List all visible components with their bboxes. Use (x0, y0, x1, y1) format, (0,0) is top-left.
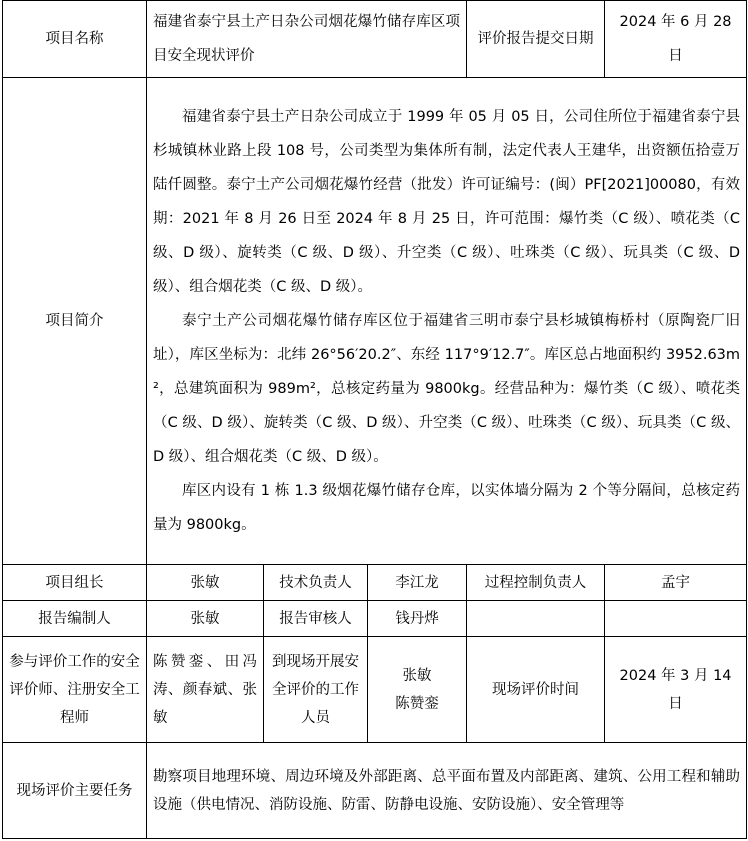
row-project-name (3, 1, 747, 78)
main-tasks-value: 勘察项目地理环境、周边环境及外部距离、总平面布置及内部距离、建筑、公用工程和辅助设施（供电情况、消防设施、防雷、防静电设施、安防设施）、安全管理等 (147, 743, 747, 839)
intro-paragraph-1: 福建省泰宁县土产日杂公司成立于 1999 年 05 月 05 日，公司住所位于福建省泰宁县杉城镇林业路上段 108 号，公司类型为集体所有制，法定代表人王建华，出资额伍拾壹万陆仟圆整。泰宁土产公司烟花爆竹经营（批发）许可证编号：(闽）PF[2021]00080，有效期：2021 年 8 月 26 日至 2024 年 8 月 25 日，许可范围：爆竹类（C 级）、喷花类（C 级、D 级）、旋转类（C 级、D 级）、升空类（C 级）、吐珠类（C 级）、玩具类（C 级、D 级）、组合烟花类（C 级、D 级）。 (153, 109, 741, 295)
onsite-staff-2: 陈赞銮 (395, 695, 439, 712)
process-lead-value: 孟宇 (605, 565, 747, 601)
project-intro-content (147, 78, 747, 565)
intro-paragraph-3: 库区内设有 1 栋 1.3 级烟花爆竹储存仓库，以实体墙分隔为 2 个等分隔间，总核定药量为 9800kg。 (153, 483, 741, 533)
evaluation-info-table (2, 0, 747, 839)
evaluators-label: 参与评价工作的安全评价师、注册安全工程师 (3, 637, 147, 743)
row-evaluators (3, 637, 747, 743)
empty-cell (605, 601, 747, 637)
row-team-leaders (3, 565, 747, 601)
tech-lead-label: 技术负责人 (264, 565, 368, 601)
row-main-tasks (3, 743, 747, 839)
tech-lead-value: 李江龙 (368, 565, 467, 601)
empty-cell (467, 601, 605, 637)
onsite-staff-label: 到现场开展安全评价的工作人员 (264, 637, 368, 743)
intro-paragraph-2: 泰宁土产公司烟花爆竹储存库区位于福建省三明市泰宁县杉城镇梅桥村（原陶瓷厂旧址），库区坐标为：北纬 26°56′20.2″、东经 117°9′12.7″。库区总占地面积约 3952.63m²，总建筑面积为 989m²，总核定药量为 9800kg。经营品种为：爆竹类（C 级）、喷花类（C 级、D 级）、旋转类（C 级、D 级）、升空类（C 级）、吐珠类（C 级）、玩具类（C 级、D 级）、组合烟花类（C 级、D 级）。 (153, 313, 741, 465)
report-editor-value: 张敏 (147, 601, 264, 637)
onsite-time-value: 2024 年 3 月 14 日 (605, 637, 747, 743)
onsite-staff-1: 张敏 (402, 667, 432, 684)
project-name-value: 福建省泰宁县土产日杂公司烟花爆竹储存库区项目安全现状评价 (147, 1, 467, 78)
report-editor-label: 报告编制人 (3, 601, 147, 637)
team-leader-value: 张敏 (147, 565, 264, 601)
process-lead-label: 过程控制负责人 (467, 565, 605, 601)
report-date-value: 2024 年 6 月 28 日 (605, 1, 747, 78)
main-tasks-label: 现场评价主要任务 (3, 743, 147, 839)
onsite-time-label: 现场评价时间 (467, 637, 605, 743)
report-reviewer-label: 报告审核人 (264, 601, 368, 637)
report-reviewer-value: 钱丹烨 (368, 601, 467, 637)
onsite-staff-value (368, 637, 467, 743)
project-intro-label: 项目简介 (3, 78, 147, 565)
row-report-staff (3, 601, 747, 637)
row-project-intro (3, 78, 747, 565)
report-date-label: 评价报告提交日期 (467, 1, 605, 78)
evaluators-value: 陈赞銮、田冯涛、颜春斌、张敏 (147, 637, 264, 743)
team-leader-label: 项目组长 (3, 565, 147, 601)
project-name-label: 项目名称 (3, 1, 147, 78)
